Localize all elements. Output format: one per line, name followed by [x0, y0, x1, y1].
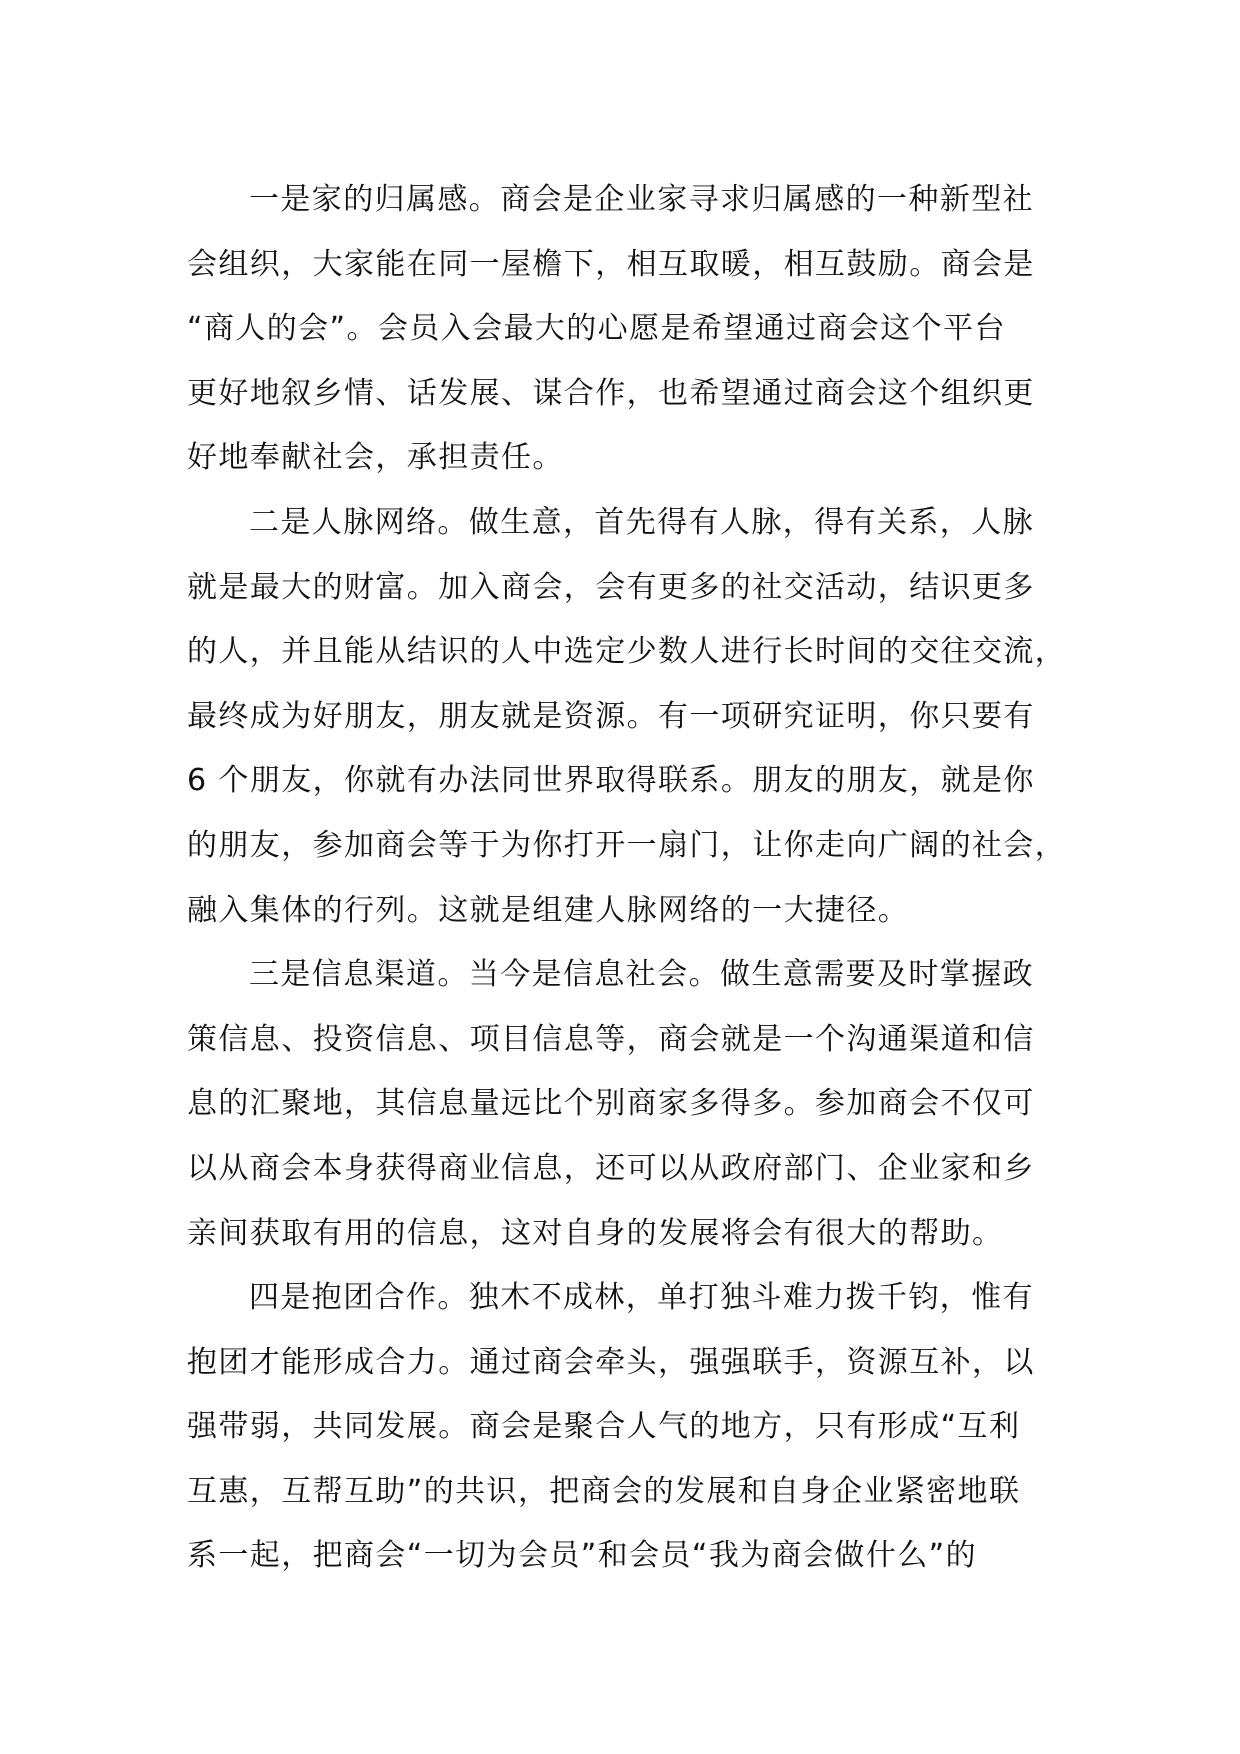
text-line: 会组织，大家能在同一屋檐下，相互取暖，相互鼓励。商会是: [187, 246, 1035, 282]
text-line: 强带弱，共同发展。商会是聚合人气的地方，只有形成“互利: [187, 1409, 1021, 1445]
text-line: 6 个朋友，你就有办法同世界取得联系。朋友的朋友，就是你: [187, 763, 1035, 799]
text-line: 亲间获取有用的信息，这对自身的发展将会有很大的帮助。: [187, 1215, 1004, 1251]
paragraph-information: [187, 943, 1087, 1266]
paragraph-network: [187, 491, 1087, 943]
text-line: 融入集体的行列。这就是组建人脉网络的一大捷径。: [187, 892, 910, 928]
text-line: 以从商会本身获得商业信息，还可以从政府部门、企业家和乡: [187, 1150, 1035, 1186]
text-line: 系一起，把商会“一切为会员”和会员“我为商会做什么”的: [187, 1538, 977, 1574]
text-line: 互惠，互帮互助”的共识，把商会的发展和自身企业紧密地联: [187, 1473, 1021, 1509]
document-body: [187, 168, 1087, 1589]
text-line: 三是信息渠道。当今是信息社会。做生意需要及时掌握政: [249, 957, 1034, 993]
text-line: 策信息、投资信息、项目信息等，商会就是一个沟通渠道和信: [187, 1021, 1035, 1057]
paragraph-belonging: [187, 168, 1087, 491]
text-line: 息的汇聚地，其信息量远比个别商家多得多。参加商会不仅可: [187, 1086, 1035, 1122]
text-line: 的朋友，参加商会等于为你打开一扇门，让你走向广阔的社会，: [187, 827, 1067, 863]
paragraph-cooperation: [187, 1266, 1087, 1589]
text-line: 抱团才能形成合力。通过商会牵头，强强联手，资源互补，以: [187, 1344, 1035, 1380]
text-line: 更好地叙乡情、话发展、谋合作，也希望通过商会这个组织更: [187, 375, 1035, 411]
text-line: 好地奉献社会，承担责任。: [187, 440, 564, 476]
text-line: 一是家的归属感。商会是企业家寻求归属感的一种新型社: [249, 182, 1034, 217]
text-line: 最终成为好朋友，朋友就是资源。有一项研究证明，你只要有: [187, 698, 1035, 734]
text-line: 的人，并且能从结识的人中选定少数人进行长时间的交往交流，: [187, 634, 1067, 670]
text-line: 四是抱团合作。独木不成林，单打独斗难力拨千钧，惟有: [249, 1280, 1034, 1316]
text-line: 就是最大的财富。加入商会，会有更多的社交活动，结识更多: [187, 569, 1035, 605]
text-line: 二是人脉网络。做生意，首先得有人脉，得有关系，人脉: [249, 504, 1034, 540]
text-line: “商人的会”。会员入会最大的心愿是希望通过商会这个平台: [187, 311, 1006, 347]
